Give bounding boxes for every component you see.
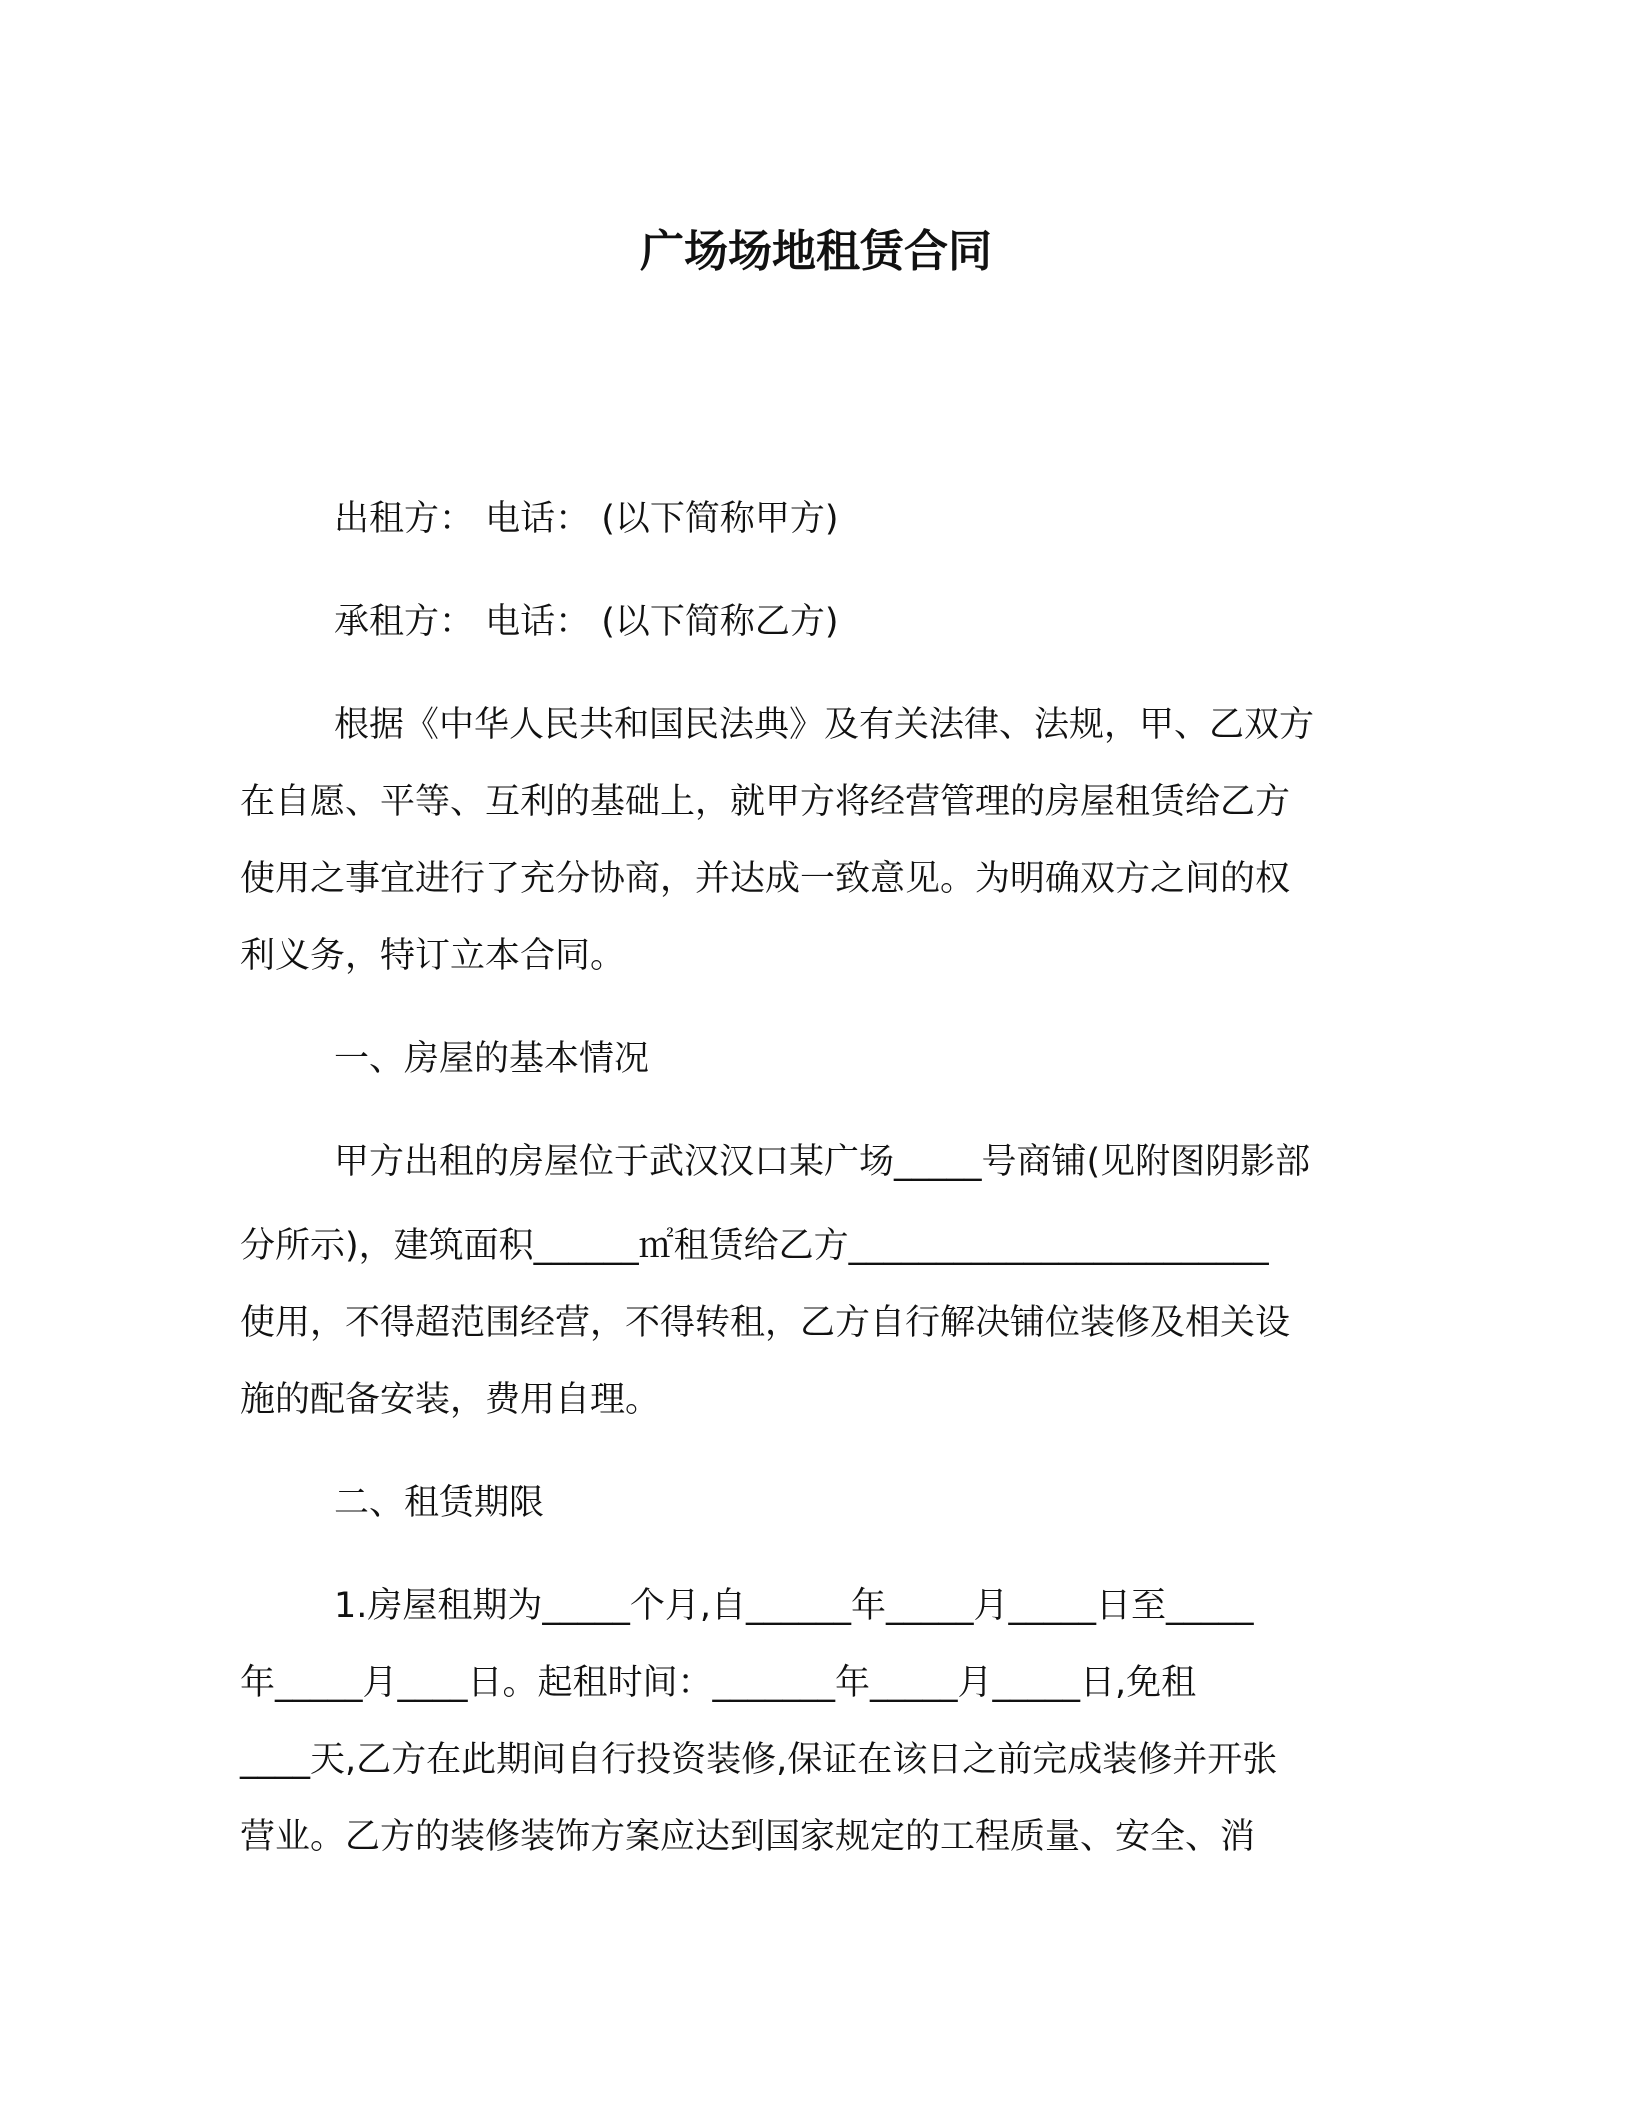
preamble-line: 根据《中华人民共和国民法典》及有关法律、法规，甲、乙双方 bbox=[334, 705, 1315, 745]
document-title: 广场场地租赁合同 bbox=[640, 226, 992, 277]
section-body-line: 年_____月____日。起租时间：_______年_____月_____日,免租 bbox=[240, 1663, 1197, 1703]
party-b-line: 承租方： 电话： (以下简称乙方) bbox=[334, 602, 839, 642]
section-body-line: 营业。乙方的装修装饰方案应达到国家规定的工程质量、安全、消 bbox=[240, 1817, 1256, 1857]
section-body-line: 施的配备安装，费用自理。 bbox=[240, 1380, 661, 1420]
section-body-line: ____天,乙方在此期间自行投资装修,保证在该日之前完成装修并开张 bbox=[240, 1740, 1278, 1780]
section-heading: 二、租赁期限 bbox=[334, 1483, 545, 1523]
section-body-line: 使用，不得超范围经营，不得转租，乙方自行解决铺位装修及相关设 bbox=[240, 1303, 1291, 1343]
preamble-line: 利义务，特订立本合同。 bbox=[240, 936, 626, 976]
party-a-line: 出租方： 电话： (以下简称甲方) bbox=[334, 499, 839, 539]
section-body-line: 分所示)，建筑面积______㎡租赁给乙方________________________ bbox=[240, 1226, 1269, 1266]
section-body-line: 甲方出租的房屋位于武汉汉口某广场_____号商铺(见附图阴影部 bbox=[334, 1142, 1311, 1182]
section-body-line: 1.房屋租期为_____个月,自______年_____月_____日至_____ bbox=[334, 1586, 1254, 1626]
preamble-line: 使用之事宜进行了充分协商，并达成一致意见。为明确双方之间的权 bbox=[240, 859, 1291, 899]
section-heading: 一、房屋的基本情况 bbox=[334, 1039, 650, 1079]
preamble-line: 在自愿、平等、互利的基础上，就甲方将经营管理的房屋租赁给乙方 bbox=[240, 782, 1291, 822]
